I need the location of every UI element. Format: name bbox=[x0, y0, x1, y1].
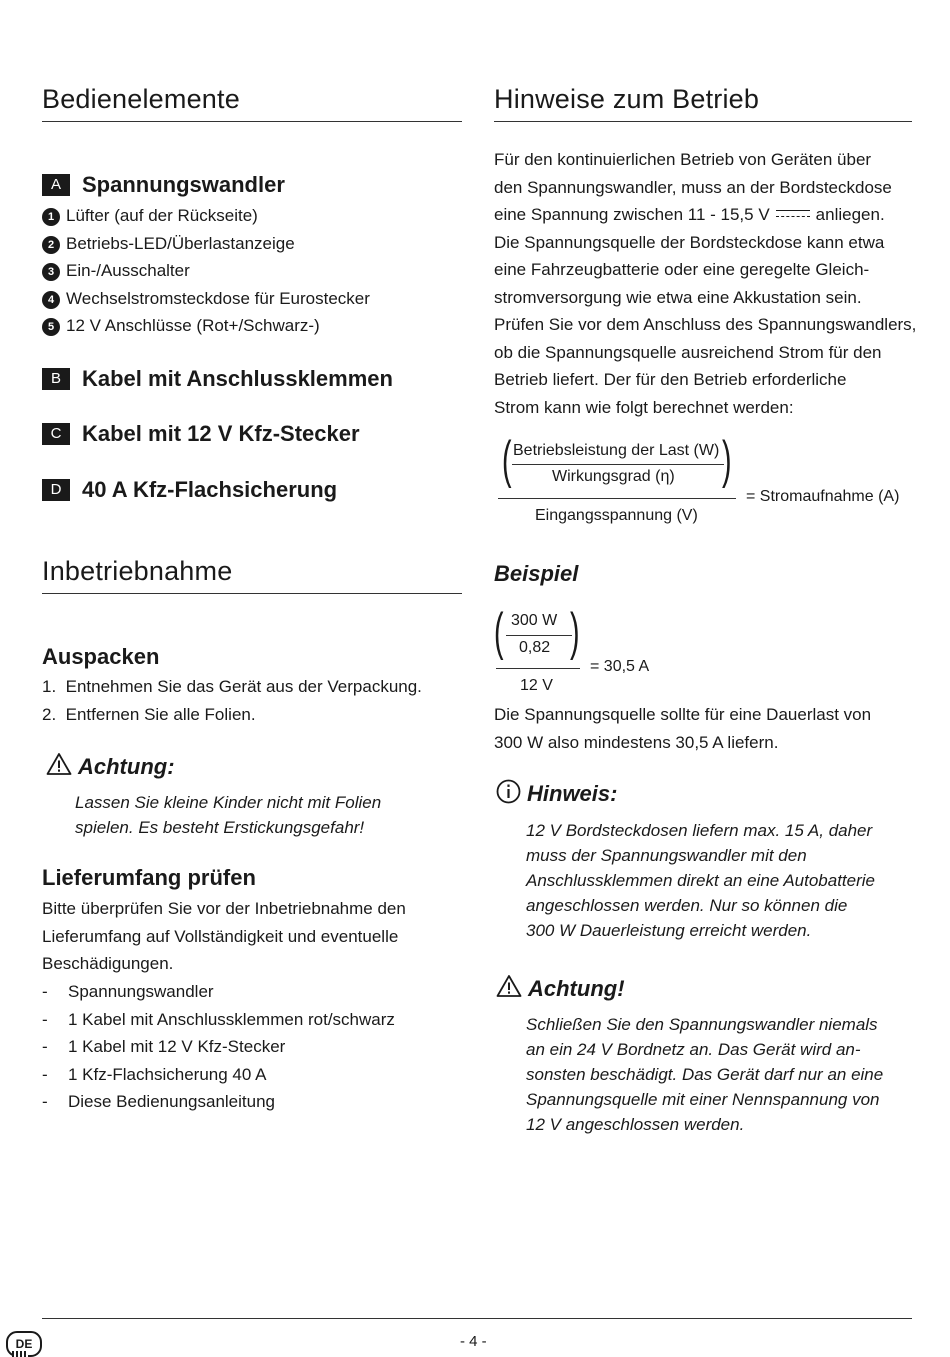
list-item: - Diese Bedienungsanleitung bbox=[42, 1092, 275, 1111]
text-line: eine Fahrzeugbatterie oder eine geregelte Gleich- bbox=[494, 260, 870, 279]
text-line: 300 W also mindestens 30,5 A liefern. bbox=[494, 732, 779, 752]
formula-denominator: Eingangsspannung (V) bbox=[535, 507, 698, 524]
text-line: sonsten beschädigt. Das Gerät darf nur an eine bbox=[526, 1065, 884, 1084]
item-text: 1 Kfz-Flachsicherung 40 A bbox=[68, 1064, 267, 1084]
inner-fraction-line bbox=[506, 635, 572, 636]
text-line: stromversorgung wie etwa eine Akkustation sein. bbox=[494, 287, 862, 307]
section-d bbox=[42, 477, 337, 503]
right-paren: ) bbox=[570, 603, 580, 661]
lieferumfang-intro bbox=[42, 895, 406, 978]
text-line: muss der Spannungswandler mit den bbox=[526, 846, 807, 865]
text-fragment: anliegen. bbox=[815, 205, 885, 224]
example-top: 300 W bbox=[511, 612, 558, 629]
right-paren: ) bbox=[722, 431, 732, 489]
item-text: Wechselstromsteckdose für Eurostecker bbox=[66, 288, 370, 308]
text-line: 300 W Dauerleistung erreicht werden. bbox=[526, 921, 812, 940]
text-line: Anschlussklemmen direkt an eine Autobatterie bbox=[526, 871, 875, 890]
item-text: Diese Bedienungsanleitung bbox=[68, 1092, 275, 1111]
item-text: Ein-/Ausschalter bbox=[66, 261, 190, 280]
left-paren: ( bbox=[502, 431, 512, 489]
list-item bbox=[42, 230, 370, 258]
list-item: - 1 Kabel mit Anschlussklemmen rot/schwarz bbox=[42, 1009, 395, 1029]
text-line: ob die Spannungsquelle ausreichend Strom für den bbox=[494, 342, 882, 362]
text-line: den Spannungswandler, muss an der Bordsteckdose bbox=[494, 177, 892, 197]
footer-divider bbox=[42, 1318, 912, 1319]
section-d-title: 40 A Kfz-Flachsicherung bbox=[82, 477, 338, 502]
section-a bbox=[42, 172, 285, 198]
text-line: spielen. Es besteht Erstickungsgefahr! bbox=[75, 818, 365, 837]
page-number: - 4 - bbox=[460, 1333, 487, 1350]
formula-numerator-bottom: Wirkungsgrad (η) bbox=[552, 468, 675, 485]
list-item bbox=[42, 285, 370, 313]
warning-1-title: Achtung: bbox=[78, 754, 175, 779]
formula-numerator-top: Betriebsleistung der Last (W) bbox=[513, 442, 720, 459]
number-badge: 4 bbox=[42, 291, 60, 309]
text-line: Die Spannungsquelle der Bordsteckdose kann etwa bbox=[494, 232, 885, 252]
current-formula bbox=[494, 430, 912, 530]
list-item: 2. Entfernen Sie alle Folien. bbox=[42, 704, 256, 724]
item-text: 12 V Anschlüsse (Rot+/Schwarz-) bbox=[66, 316, 320, 335]
outer-fraction-line bbox=[496, 668, 580, 669]
number-badge: 3 bbox=[42, 263, 60, 281]
outer-fraction-line bbox=[498, 498, 736, 499]
dc-symbol-icon bbox=[776, 207, 810, 221]
item-text: 1 Kabel mit 12 V Kfz-Stecker bbox=[68, 1037, 286, 1056]
text-line: Schließen Sie den Spannungswandler niemals bbox=[526, 1015, 878, 1034]
section-d-label: D bbox=[42, 479, 70, 501]
number-badge: 2 bbox=[42, 236, 60, 254]
auspacken-steps bbox=[42, 673, 422, 728]
section-c-label: C bbox=[42, 423, 70, 445]
warning-1-text bbox=[75, 790, 381, 840]
list-item bbox=[42, 312, 370, 340]
text-line: 12 V Bordsteckdosen liefern max. 15 A, daher bbox=[526, 821, 873, 840]
section-a-label: A bbox=[42, 174, 70, 196]
auspacken-title: Auspacken bbox=[42, 644, 160, 669]
example-text bbox=[494, 701, 871, 756]
example-mid: 0,82 bbox=[519, 639, 551, 656]
warning-1 bbox=[46, 752, 175, 781]
inner-fraction-line bbox=[512, 464, 724, 465]
text-line: Lassen Sie kleine Kinder nicht mit Folien bbox=[75, 793, 382, 812]
component-list bbox=[42, 202, 370, 340]
text-line: angeschlossen werden. Nur so können die bbox=[526, 896, 848, 915]
text-line bbox=[494, 201, 916, 229]
info-icon bbox=[496, 779, 521, 809]
item-text: Spannungswandler bbox=[68, 982, 214, 1001]
text-line: Die Spannungsquelle sollte für eine Dauerlast von bbox=[494, 705, 872, 724]
example-title: Beispiel bbox=[494, 561, 579, 586]
note-title: Hinweis: bbox=[527, 781, 618, 806]
section-c bbox=[42, 421, 360, 447]
text-line: Spannungsquelle mit einer Nennspannung von bbox=[526, 1090, 880, 1109]
operation-paragraph bbox=[494, 146, 916, 421]
example-result: = 30,5 A bbox=[590, 658, 650, 675]
warning-2 bbox=[496, 974, 625, 1003]
warning-2-text bbox=[526, 1012, 883, 1137]
text-line: Für den kontinuierlichen Betrieb von Geräten über bbox=[494, 150, 872, 169]
text-line: Prüfen Sie vor dem Anschluss des Spannungswandlers, bbox=[494, 315, 917, 334]
heading-bedienelemente: Bedienelemente bbox=[42, 84, 462, 122]
list-item bbox=[42, 202, 370, 230]
heading-inbetriebnahme: Inbetriebnahme bbox=[42, 556, 462, 594]
text-line: Betrieb liefert. Der für den Betrieb erforderliche bbox=[494, 370, 847, 389]
item-text: 1 Kabel mit Anschlussklemmen rot/schwarz bbox=[68, 1009, 395, 1029]
text-line: Strom kann wie folgt berechnet werden: bbox=[494, 397, 794, 417]
list-item bbox=[42, 257, 370, 285]
language-badge: DE bbox=[6, 1331, 42, 1357]
section-b bbox=[42, 366, 393, 392]
heading-hinweise: Hinweise zum Betrieb bbox=[494, 84, 912, 122]
language-badge-decoration bbox=[12, 1351, 28, 1357]
text-fragment: eine Spannung zwischen 11 - 15,5 V bbox=[494, 205, 770, 224]
list-item: - Spannungswandler bbox=[42, 982, 214, 1001]
warning-icon bbox=[46, 752, 72, 781]
note-text bbox=[526, 818, 875, 943]
list-item: - 1 Kfz-Flachsicherung 40 A bbox=[42, 1064, 267, 1084]
section-c-title: Kabel mit 12 V Kfz-Stecker bbox=[82, 421, 360, 446]
text-line: 12 V angeschlossen werden. bbox=[526, 1115, 745, 1134]
warning-2-title: Achtung! bbox=[528, 976, 625, 1001]
lieferumfang-list bbox=[42, 978, 395, 1116]
section-a-title: Spannungswandler bbox=[82, 172, 285, 197]
example-bottom: 12 V bbox=[520, 677, 553, 694]
example-formula bbox=[494, 604, 714, 700]
lieferumfang-title: Lieferumfang prüfen bbox=[42, 865, 256, 890]
left-paren: ( bbox=[494, 603, 504, 661]
list-item: - 1 Kabel mit 12 V Kfz-Stecker bbox=[42, 1037, 286, 1056]
section-b-title: Kabel mit Anschlussklemmen bbox=[82, 366, 393, 391]
number-badge: 1 bbox=[42, 208, 60, 226]
number-badge: 5 bbox=[42, 318, 60, 336]
text-line: an ein 24 V Bordnetz an. Das Gerät wird an- bbox=[526, 1040, 861, 1059]
note bbox=[496, 779, 617, 809]
warning-icon bbox=[496, 974, 522, 1003]
item-text: Lüfter (auf der Rückseite) bbox=[66, 206, 258, 225]
text-line: Bitte überprüfen Sie vor der Inbetriebnahme den bbox=[42, 899, 406, 918]
section-b-label: B bbox=[42, 368, 70, 390]
formula-result: = Stromaufnahme (A) bbox=[746, 488, 900, 505]
item-text: Betriebs-LED/Überlastanzeige bbox=[66, 233, 295, 253]
text-line: Lieferumfang auf Vollständigkeit und eventuelle bbox=[42, 926, 399, 946]
text-line: Beschädigungen. bbox=[42, 954, 174, 973]
list-item: 1. Entnehmen Sie das Gerät aus der Verpackung. bbox=[42, 677, 422, 696]
